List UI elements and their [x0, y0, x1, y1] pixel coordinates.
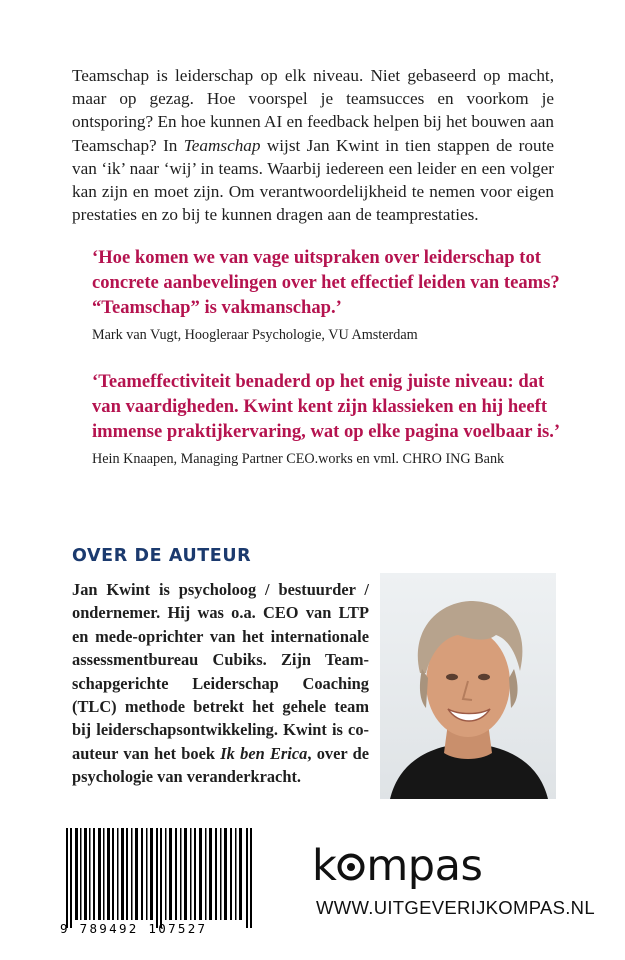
quote-text: ‘Teameffectiviteit benaderd op het enig juiste niveau: dat van vaardigheden. Kwint kent zijn klassieken en hij heeft immense praktijkervaring, wat op elke pagina voelbaar is.’ [92, 371, 561, 442]
author-heading: OVER DE AUTEUR [72, 546, 252, 566]
author-photo [380, 573, 556, 799]
quote-text: ‘Hoe komen we van vage uitspraken over leiderschap tot concrete aanbevelingen over het effectief leiden van teams? “Teamschap” is vakmanschap.’ [92, 247, 560, 318]
quote-attribution: Hein Knaapen, Managing Partner CEO.works en vml. CHRO ING Bank [92, 451, 505, 467]
endorsement-quote-2 [92, 369, 562, 468]
author-bio-book-title: Ik ben Erica [220, 743, 308, 763]
author-bio-part2: , over de psychologie van veranderkracht. [72, 743, 369, 787]
intro-text-part2: wijst Jan Kwint in tien stappen de route van ‘ik’ naar ‘wij’ in teams. Waarbij iedereen een leider en een volger kan zijn en moet zijn. Om verantwoordelijkheid te nemen voor eigen prestaties en zo bij te kunnen dragen aan de teamprestaties. [72, 135, 554, 225]
isbn-digits: 9 789492 107527 [60, 921, 208, 936]
compass-icon [337, 843, 365, 871]
intro-text-part1: Teamschap is leiderschap op elk niveau. Niet gebaseerd op macht, maar op gezag. Hoe voorspel je teamsucces en voorkom je ontsporing? En hoe kunnen AI en feedback helpen bij het bouwen aan Teamschap? In [72, 66, 554, 155]
author-bio-part1: Jan Kwint is psycholoog / bestuurder / ondernemer. Hij was o.a. CEO van LTP en mede-oprichter van het internationale assessmentbureau Cubiks. Zijn Teamschapgerichte Leiderschap Coaching (TLC) methode betrekt het gehele team bij leiderschapsontwikkeling. Kwint is co-auteur van het boek [72, 580, 369, 763]
intro-text-book-title: Teamschap [183, 135, 261, 155]
intro-text [72, 64, 554, 226]
quote-attribution: Mark van Vugt, Hoogleraar Psychologie, VU Amsterdam [92, 327, 418, 343]
author-bio [72, 578, 369, 789]
logo-text-mpas: mpas [366, 841, 483, 891]
publisher-logo [312, 842, 482, 890]
author-portrait-illustration [380, 573, 556, 799]
endorsement-quote-1 [92, 245, 562, 344]
logo-text-k: k [312, 841, 337, 891]
publisher-website: WWW.UITGEVERIJKOMPAS.NL [316, 897, 595, 918]
